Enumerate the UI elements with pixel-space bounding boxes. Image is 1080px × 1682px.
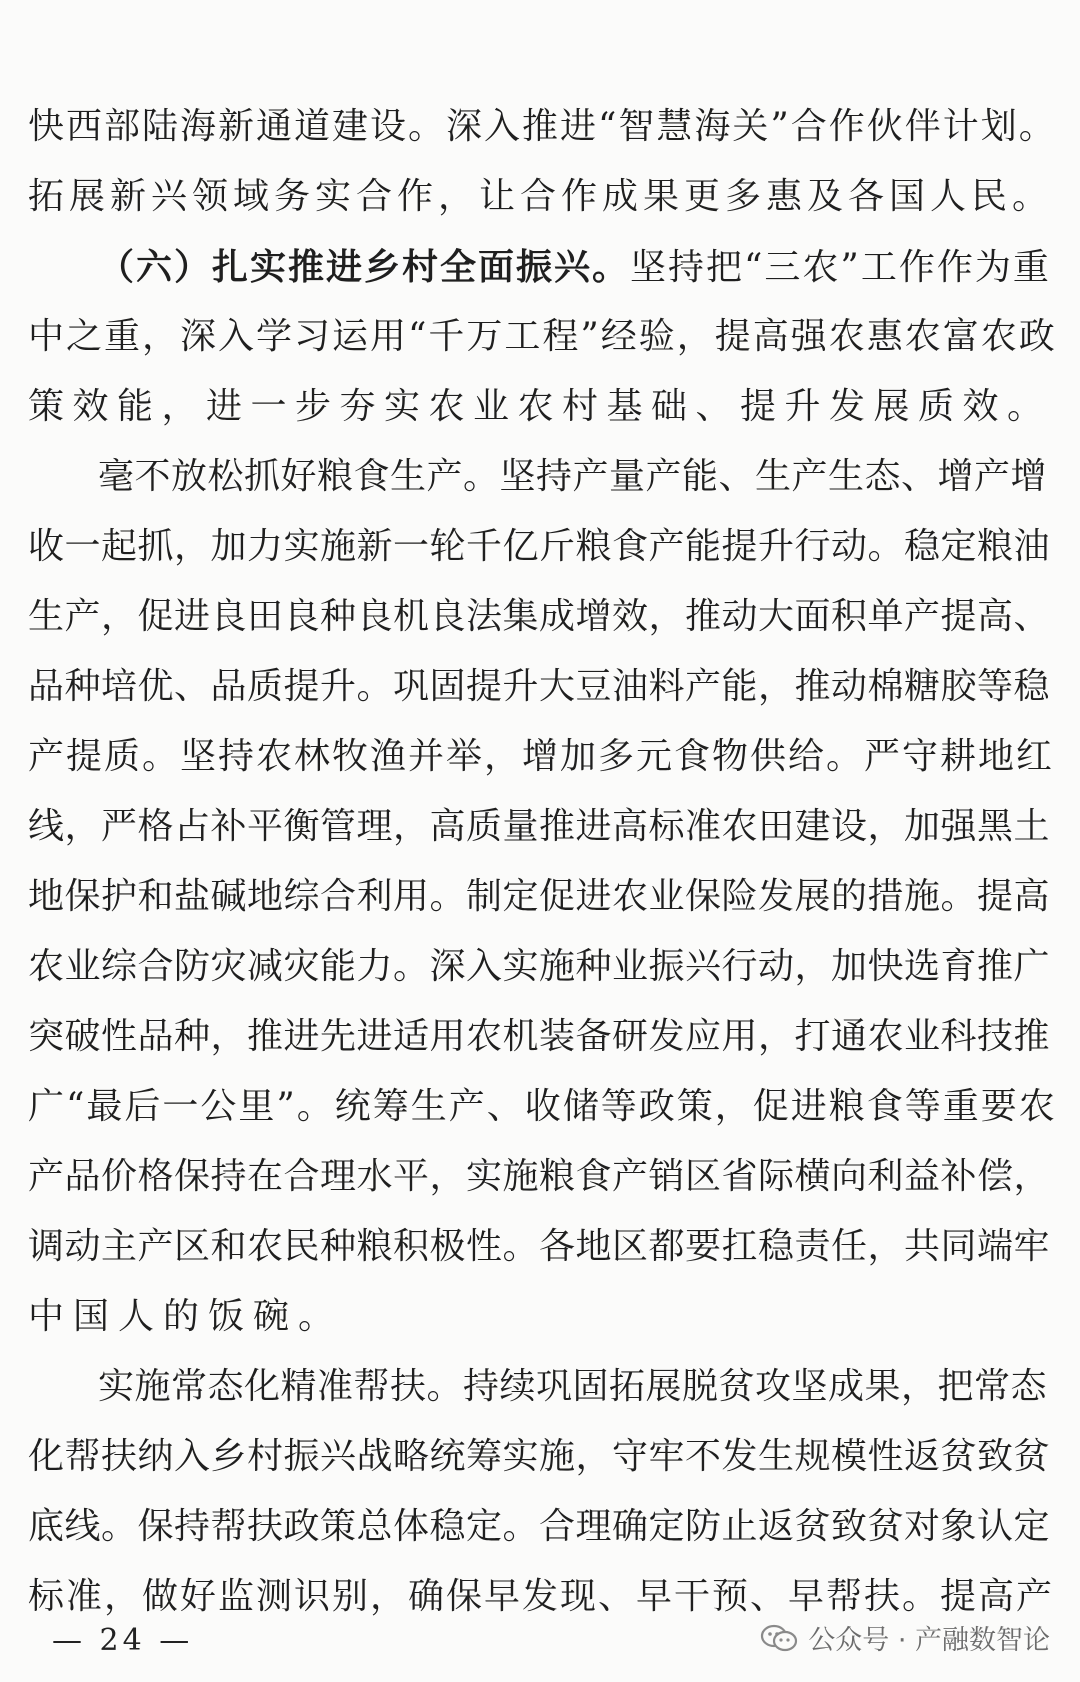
wechat-icon — [760, 1623, 798, 1653]
line-text: 毫不放松抓好粮食生产。坚持产量产能、生产生态、增产增 — [98, 456, 1048, 497]
text-line — [28, 512, 1058, 582]
line-text: 坚持把“三农”工作作为重 — [630, 247, 1051, 288]
text-line — [28, 1142, 1058, 1212]
text-line — [28, 1212, 1058, 1282]
line-text: 广“最后一公里”。统筹生产、收储等政策，促进粮食等重要农 — [28, 1086, 1057, 1127]
page-number: — 24 — — [52, 1623, 194, 1658]
text-line — [28, 1352, 1058, 1422]
line-text: 地保护和盐碱地综合利用。制定促进农业保险发展的措施。提高 — [28, 876, 1051, 917]
line-text: 线，严格占补平衡管理，高质量推进高标准农田建设，加强黑土 — [28, 806, 1051, 847]
line-text: 策效能，进一步夯实农业农村基础、提升发展质效。 — [28, 386, 1052, 427]
line-text: 实施常态化精准帮扶。持续巩固拓展脱贫攻坚成果，把常态 — [98, 1366, 1048, 1407]
text-line — [28, 1002, 1058, 1072]
line-text: 化帮扶纳入乡村振兴战略统筹实施，守牢不发生规模性返贫致贫 — [28, 1436, 1051, 1477]
page-footer — [0, 1616, 1080, 1666]
line-text: 调动主产区和农民种粮积极性。各地区都要扛稳责任，共同端牢 — [28, 1226, 1051, 1267]
line-text: 拓展新兴领域务实合作，让合作成果更多惠及各国人民。 — [28, 176, 1054, 217]
line-text: 农业综合防灾减灾能力。深入实施种业振兴行动，加快选育推广 — [28, 946, 1051, 987]
section-heading: （六）扎实推进乡村全面振兴。 — [98, 246, 631, 288]
line-text: 中之重，深入学习运用“千万工程”经验，提高强农惠农富农政 — [28, 316, 1057, 357]
text-line — [28, 1282, 1058, 1352]
text-line — [28, 862, 1058, 932]
text-line — [28, 652, 1058, 722]
text-line — [28, 722, 1058, 792]
document-body — [28, 92, 1058, 1632]
line-text: 中国人的饭碗。 — [28, 1296, 344, 1337]
watermark-text: 公众号 · 产融数智论 — [808, 1625, 1050, 1656]
line-text: 标准，做好监测识别，确保早发现、早干预、早帮扶。提高产 — [28, 1576, 1055, 1617]
line-text: 生产，促进良田良种良机良法集成增效，推动大面积单产提高、 — [28, 596, 1051, 637]
line-text: 快西部陆海新通道建设。深入推进“智慧海关”合作伙伴计划。 — [28, 106, 1057, 147]
text-line — [28, 582, 1058, 652]
text-line — [28, 302, 1058, 372]
line-text: 产品价格保持在合理水平，实施粮食产销区省际横向利益补偿， — [28, 1156, 1051, 1197]
text-line — [28, 372, 1058, 442]
text-line — [28, 1422, 1058, 1492]
line-text: 底线。保持帮扶政策总体稳定。合理确定防止返贫致贫对象认定 — [28, 1506, 1051, 1547]
line-text: 产提质。坚持农林牧渔并举，增加多元食物供给。严守耕地红 — [28, 736, 1055, 777]
text-line — [28, 792, 1058, 862]
line-text: 突破性品种，推进先进适用农机装备研发应用，打通农业科技推 — [28, 1016, 1051, 1057]
text-line — [28, 1072, 1058, 1142]
line-text: 品种培优、品质提升。巩固提升大豆油料产能，推动棉糖胶等稳 — [28, 666, 1051, 707]
text-line — [28, 92, 1058, 162]
text-line — [28, 232, 1058, 302]
text-line — [28, 442, 1058, 512]
line-text: 收一起抓，加力实施新一轮千亿斤粮食产能提升行动。稳定粮油 — [28, 526, 1051, 567]
text-line — [28, 1492, 1058, 1562]
text-line — [28, 932, 1058, 1002]
watermark — [760, 1618, 1050, 1657]
text-line — [28, 162, 1058, 232]
